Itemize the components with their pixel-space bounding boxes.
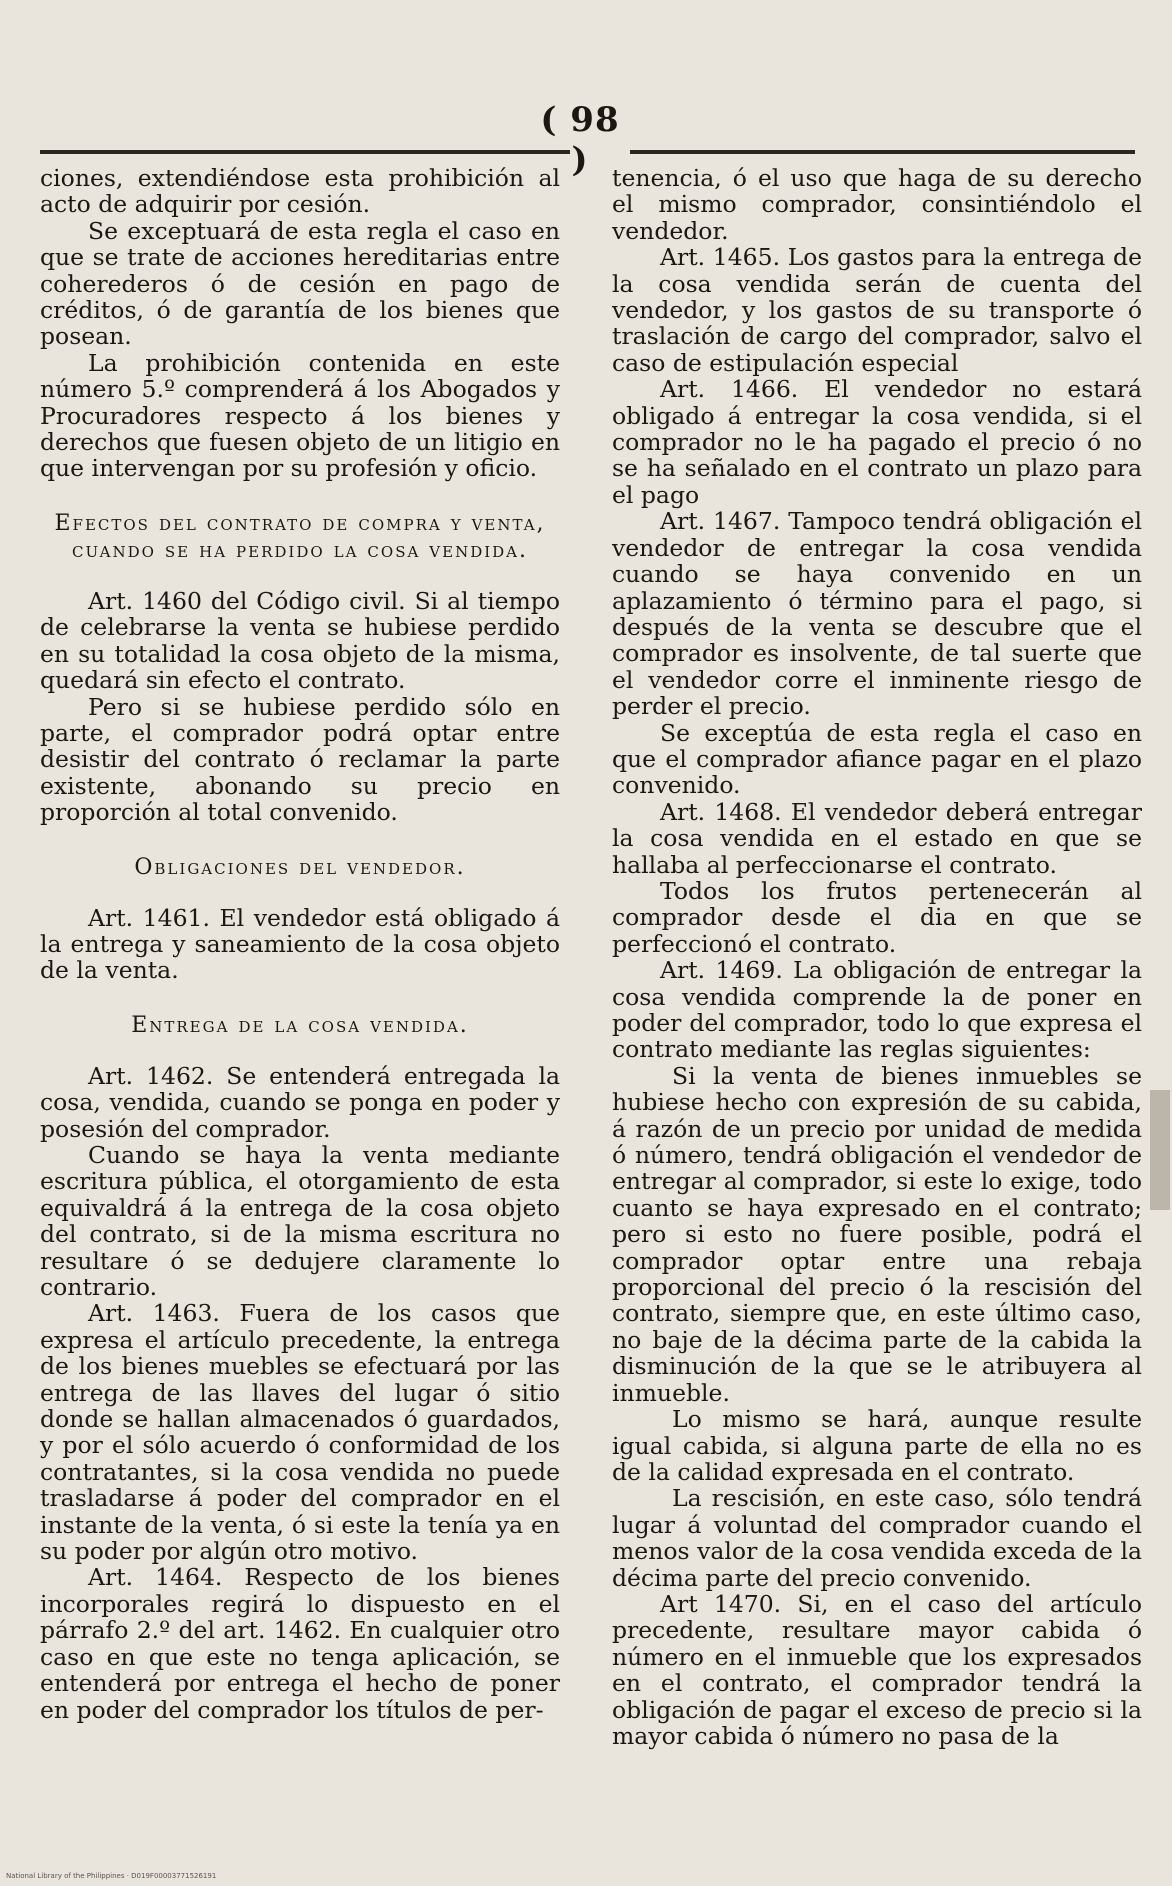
paragraph: La rescisión, en este caso, sólo tendrá lugar á voluntad del comprador cuando el menos valor de la cosa vendida exceda de la décima parte del precio convenido.	[612, 1484, 1142, 1592]
paragraph: Lo mismo se hará, aunque resulte igual cabida, si alguna parte de ella no es de la calidad expresada en el contrato.	[612, 1405, 1142, 1486]
right-column	[612, 165, 1142, 1749]
paragraph: ciones, extendiéndose esta prohibición al acto de adquirir por cesión.	[40, 164, 560, 219]
paragraph: Se exceptuará de esta regla el caso en que se trate de acciones hereditarias entre coherederos ó de cesión en pago de créditos, ó de garantía de los bienes que posean.	[40, 216, 560, 351]
header-rule-left	[40, 150, 570, 154]
article-paragraph: Art. 1468. El vendedor deberá entregar la cosa vendida en el estado en que se hallaba al perfeccionarse el contrato.	[612, 797, 1142, 879]
article-paragraph: Art. 1460 del Código civil. Si al tiempo de celebrarse la venta se hubiese perdido en su totalidad la cosa objeto de la misma, quedará sin efecto el contrato.	[40, 586, 560, 695]
section-heading: Entrega de la cosa vendida.	[131, 1012, 469, 1038]
article-paragraph: Art. 1467. Tampoco tendrá obligación el vendedor de entregar la cosa vendida cuando se haya convenido en un aplazamiento ó término para el pago, si después de la venta se descubre que el comprador es insolvente, de tal suerte que el vendedor corre el inminente riesgo de perder el precio.	[612, 507, 1142, 721]
article-paragraph: Art. 1464. Respecto de los bienes incorporales regirá lo dispuesto en el párrafo 2.º del art. 1462. En cualquier otro caso en que este no tenga aplicación, se entenderá por entrega el hecho de poner en poder del comprador los títulos de per-	[40, 1563, 560, 1724]
paragraph: Cuando se haya la venta mediante escritura pública, el otorgamiento de esta equivaldrá á la entrega de la cosa objeto del contrato, si de la misma escritura no resultare ó se dedujere claramente lo contrario.	[40, 1140, 560, 1301]
paragraph: Pero si se hubiese perdido sólo en parte, el comprador podrá optar entre desistir del contrato ó reclamar la parte existente, abonando su precio en proporción al total convenido.	[40, 692, 560, 827]
article-paragraph: Art. 1463. Fuera de los casos que expresa el artículo precedente, la entrega de los bienes muebles se efectuará por las entrega de las llaves del lugar ó sitio donde se hallan almacenados ó guardados, y por el sólo acuerdo ó conformidad de los contratantes, si la cosa vendida no puede trasladarse á poder del comprador en el instante de la venta, ó si este la tenía ya en su poder por algún otro motivo.	[40, 1299, 560, 1566]
section-heading: Efectos del contrato de compra y venta, cuando se ha perdido la cosa vendida.	[54, 510, 546, 563]
paragraph: Todos los frutos pertenecerán al comprador desde el dia en que se perfeccionó el contrato.	[612, 876, 1142, 958]
footer-credit: National Library of the Philippines · D019F00003771526191	[6, 1872, 217, 1880]
article-paragraph: Art. 1461. El vendedor está obligado á la entrega y saneamiento de la cosa objeto de la venta.	[40, 903, 560, 985]
article-paragraph: Art. 1466. El vendedor no estará obligado á entregar la cosa vendida, si el comprador no le ha pagado el precio ó no se ha señalado en el contrato un plazo para el pago	[612, 375, 1142, 509]
article-paragraph: Art. 1462. Se entenderá entregada la cosa, vendida, cuando se ponga en poder y posesión del comprador.	[40, 1061, 560, 1143]
header-rule-right	[630, 150, 1135, 154]
paragraph: Se exceptúa de esta regla el caso en que el comprador afiance pagar en el plazo convenido.	[612, 718, 1142, 800]
section-heading: Obligaciones del vendedor.	[134, 854, 466, 880]
page-edge-shadow	[1150, 1090, 1170, 1210]
article-paragraph: Art. 1469. La obligación de entregar la cosa vendida comprende la de poner en poder del comprador, todo lo que expresa el contrato mediante las reglas siguientes:	[612, 956, 1142, 1064]
paragraph: Si la venta de bienes inmuebles se hubiese hecho con expresión de su cabida, á razón de un precio por unidad de medida ó número, tendrá obligación el vendedor de entregar al comprador, si este lo exige, todo cuanto se haya expresado en el contrato; pero si esto no fuere posible, podrá el comprador optar entre una rebaja proporcional del precio ó la rescisión del contrato, siempre que, en este último caso, no baje de la décima parte de la cabida la disminución de la que se le atribuyera al inmueble.	[612, 1061, 1142, 1407]
article-paragraph: Art 1470. Si, en el caso del artículo precedente, resultare mayor cabida ó número en el inmueble que los expresados en el contrato, el comprador tendrá la obligación de pagar el exceso de precio si la mayor cabida ó número no pasa de la	[612, 1589, 1142, 1750]
page-number: ( 98 )	[540, 100, 620, 180]
paragraph: La prohibición contenida en este número 5.º comprenderá á los Abogados y Procuradores respecto á los bienes y derechos que fuesen objeto de un litigio en que intervengan por su profesión y oficio.	[40, 348, 560, 483]
left-column	[40, 165, 560, 1723]
article-paragraph: Art. 1465. Los gastos para la entrega de la cosa vendida serán de cuenta del vendedor, y los gastos de su transporte ó traslación de cargo del comprador, salvo el caso de estipulación especial	[612, 243, 1142, 377]
paragraph: tenencia, ó el uso que haga de su derecho el mismo comprador, consintiéndolo el vendedor.	[612, 164, 1142, 245]
